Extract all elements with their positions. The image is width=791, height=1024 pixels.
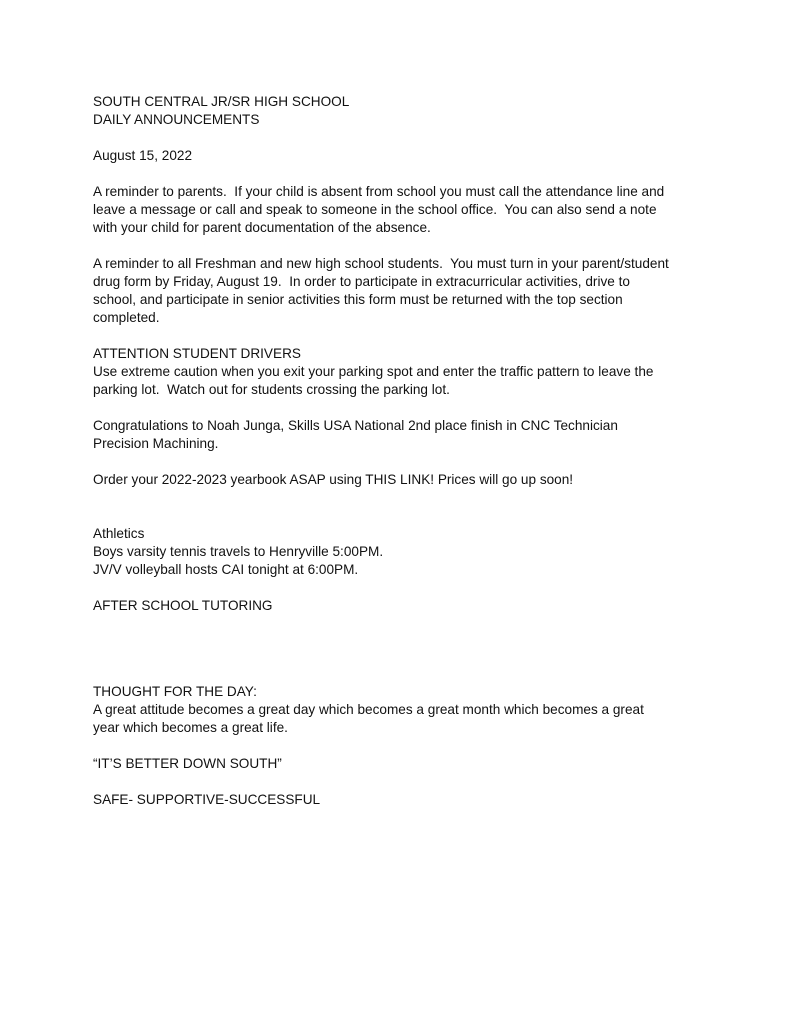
- paragraph-line: A reminder to all Freshman and new high school students. You must turn in your parent/student: [93, 256, 669, 271]
- school-name: SOUTH CENTRAL JR/SR HIGH SCHOOL: [93, 94, 350, 109]
- section-heading: ATTENTION STUDENT DRIVERS: [93, 346, 301, 361]
- paragraph-line: with your child for parent documentation of the absence.: [93, 220, 431, 235]
- paragraph-line: parking lot. Watch out for students crossing the parking lot.: [93, 382, 450, 397]
- athletics-item: JV/V volleyball hosts CAI tonight at 6:00PM.: [93, 562, 359, 577]
- announcement-date: August 15, 2022: [93, 148, 193, 163]
- athletics-item: Boys varsity tennis travels to Henryville 5:00PM.: [93, 544, 384, 559]
- paragraph-line: Precision Machining.: [93, 436, 219, 451]
- announcement-document: [93, 93, 713, 809]
- thought-for-the-day-section: [93, 683, 713, 737]
- freshman-reminder-paragraph: [93, 255, 713, 327]
- document-title: DAILY ANNOUNCEMENTS: [93, 112, 260, 127]
- athletics-section: [93, 525, 713, 579]
- school-values: SAFE- SUPPORTIVE-SUCCESSFUL: [93, 792, 321, 807]
- student-drivers-section: [93, 345, 713, 399]
- yearbook-notice: Order your 2022-2023 yearbook ASAP using THIS LINK! Prices will go up soon!: [93, 472, 574, 487]
- school-motto: “IT’S BETTER DOWN SOUTH”: [93, 756, 282, 771]
- paragraph-line: year which becomes a great life.: [93, 720, 288, 735]
- section-heading: THOUGHT FOR THE DAY:: [93, 684, 257, 699]
- paragraph-line: leave a message or call and speak to someone in the school office. You can also send a note: [93, 202, 657, 217]
- paragraph-line: drug form by Friday, August 19. In order to participate in extracurricular activities, drive to: [93, 274, 630, 289]
- congratulations-paragraph: [93, 417, 713, 453]
- paragraph-line: A reminder to parents. If your child is absent from school you must call the attendance line and: [93, 184, 665, 199]
- paragraph-line: school, and participate in senior activities this form must be returned with the top section: [93, 292, 623, 307]
- paragraph-line: completed.: [93, 310, 160, 325]
- parents-reminder-paragraph: [93, 183, 713, 237]
- tutoring-heading: AFTER SCHOOL TUTORING: [93, 598, 273, 613]
- paragraph-line: A great attitude becomes a great day which becomes a great month which becomes a great: [93, 702, 644, 717]
- paragraph-line: Congratulations to Noah Junga, Skills USA National 2nd place finish in CNC Technician: [93, 418, 618, 433]
- section-heading: Athletics: [93, 526, 145, 541]
- paragraph-line: Use extreme caution when you exit your parking spot and enter the traffic pattern to leave the: [93, 364, 654, 379]
